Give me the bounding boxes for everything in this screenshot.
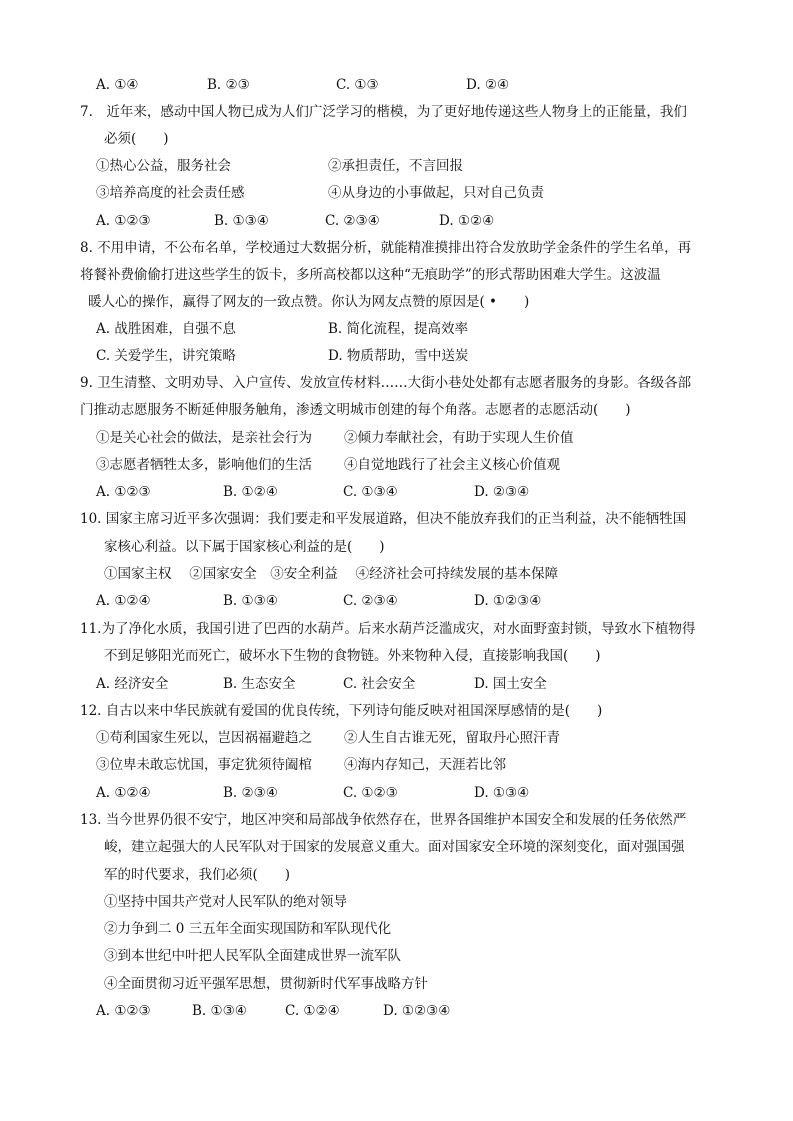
q10-stem-line-2: 家核心利益。以下属于国家核心利益的是( ) — [104, 539, 385, 555]
q13-statement-3: ③到本世纪中叶把人民军队全面建成世界一流军队 — [104, 948, 401, 964]
q13-statement-2: ②力争到二 0 三五年全面实现国防和军队现代化 — [104, 921, 392, 937]
option-d: D. 国土安全 — [474, 676, 547, 692]
q10-statements: ①国家主权 ②国家安全 ③安全利益 ④经济社会可持续发展的基本保障 — [104, 566, 559, 582]
option-b: B. ①②④ — [223, 484, 278, 500]
option-d: D. ①②③④ — [383, 1003, 451, 1019]
option-c: C. ①②④ — [285, 1003, 340, 1019]
q7-statement-1: ①热心公益，服务社会 — [96, 158, 231, 174]
option-a: A. ①②④ — [96, 593, 151, 609]
q13-statement-4: ④全面贯彻习近平强军思想，贯彻新时代军事战略方针 — [104, 976, 428, 992]
q9-stem-line-1: 9. 卫生清整、文明劝导、入户宣传、发放宣传材料……大街小巷处处都有志愿者服务的身影。各级各部 — [80, 375, 692, 391]
q9-statement-2: ②倾力奉献社会，有助于实现人生价值 — [344, 430, 574, 446]
option-c: C. ②③④ — [325, 213, 380, 229]
q7-statement-2: ②承担责任，不言回报 — [328, 158, 463, 174]
q12-statement-4: ④海内存知己，天涯若比邻 — [344, 757, 506, 773]
option-c: C. ②③④ — [343, 593, 398, 609]
option-b: B. ①③④ — [214, 213, 269, 229]
q12-statement-1: ①苟利国家生死以，岂因祸福避趋之 — [96, 730, 312, 746]
option-a: A. ①②③ — [96, 213, 151, 229]
option-c: C. ①③ — [336, 77, 379, 93]
option-c: C. 社会安全 — [343, 676, 416, 692]
q8-stem-line-2: 将餐补费偷偷打进这些学生的饭卡，多所高校都以这种“无痕助学”的形式帮助困难大学生。这波温 — [80, 267, 661, 283]
q9-statement-3: ③志愿者牺牲太多，影响他们的生活 — [96, 457, 312, 473]
option-a: A. 经济安全 — [96, 676, 169, 692]
q7-statement-3: ③培养高度的社会责任感 — [96, 185, 245, 201]
q9-statement-1: ①是关心社会的做法，是亲社会行为 — [96, 430, 312, 446]
q13-stem-line-2: 峻，建立起强大的人民军队对于国家的发展意义重大。面对国家安全环境的深刻变化，面对强国强 — [104, 839, 685, 855]
option-a: A. ①④ — [96, 77, 139, 93]
option-d: D. ②④ — [466, 77, 510, 93]
option-c: C. ①②③ — [343, 785, 398, 801]
option-c: C. ①③④ — [343, 484, 398, 500]
q9-stem-line-2: 门推动志愿服务不断延伸服务触角，渗透文明城市创建的每个角落。志愿者的志愿活动( ) — [80, 402, 631, 418]
q13-stem-line-1: 13. 当今世界仍很不安宁，地区冲突和局部战争依然存在，世界各国维护本国安全和发展的任务依然严 — [80, 812, 687, 828]
q8-stem-line-3: 暖人心的操作，赢得了网友的一致点赞。你认为网友点赞的原因是( • ) — [88, 294, 530, 310]
q10-stem-line-1: 10. 国家主席习近平多次强调：我们要走和平发展道路，但决不能放弃我们的正当利益，决不能牺牲国 — [80, 511, 687, 527]
q13-statement-1: ①坚持中国共产党对人民军队的绝对领导 — [104, 894, 347, 910]
option-b: B. ②③④ — [223, 785, 278, 801]
option-b: B. ②③ — [207, 77, 250, 93]
option-a: A. ①②④ — [96, 785, 151, 801]
q7-statement-4: ④从身边的小事做起，只对自己负责 — [328, 185, 544, 201]
q11-stem-line-2: 不到足够阳光而死亡，破坏水下生物的食物链。外来物种入侵，直接影响我国( ) — [104, 648, 601, 664]
option-b: B. ①③④ — [192, 1003, 247, 1019]
option-a: A. ①②③ — [96, 484, 151, 500]
q7-stem-line-2: 必须( ) — [104, 131, 169, 147]
option-a: A. ①②③ — [96, 1003, 151, 1019]
q12-statement-2: ②人生自古谁无死，留取丹心照汗青 — [344, 730, 560, 746]
option-d: D. ①②③④ — [474, 593, 542, 609]
q7-stem-line-1: 7. 近年来，感动中国人物已成为人们广泛学习的楷模，为了更好地传递这些人物身上的正能量，我们 — [80, 104, 687, 120]
q8-option-a: A. 战胜困难，自强不息 — [96, 321, 236, 337]
q8-option-d: D. 物质帮助，雪中送炭 — [328, 348, 469, 364]
q8-option-b: B. 简化流程，提高效率 — [328, 321, 469, 337]
option-b: B. 生态安全 — [223, 676, 296, 692]
option-d: D. ①②④ — [439, 213, 495, 229]
q12-statement-3: ③位卑未敢忘忧国，事定犹须待阖棺 — [96, 757, 312, 773]
q8-stem-line-1: 8. 不用申请，不公布名单，学校通过大数据分析，就能精准摸排出符合发放助学金条件的学生名单，再 — [80, 240, 692, 256]
q8-option-c: C. 关爱学生，讲究策略 — [96, 348, 236, 364]
q9-statement-4: ④自觉地践行了社会主义核心价值观 — [344, 457, 560, 473]
q11-stem-line-1: 11.为了净化水质，我国引进了巴西的水葫芦。后来水葫芦泛滥成灾，对水面野蛮封锁，导致水下植物得 — [80, 621, 696, 637]
option-d: D. ②③④ — [474, 484, 530, 500]
option-d: D. ①③④ — [474, 785, 530, 801]
option-b: B. ①③④ — [223, 593, 278, 609]
q13-stem-line-3: 军的时代要求，我们必须( ) — [104, 867, 291, 883]
q12-stem-line-1: 12. 自古以来中华民族就有爱国的优良传统，下列诗句能反映对祖国深厚感情的是( ) — [80, 703, 603, 719]
